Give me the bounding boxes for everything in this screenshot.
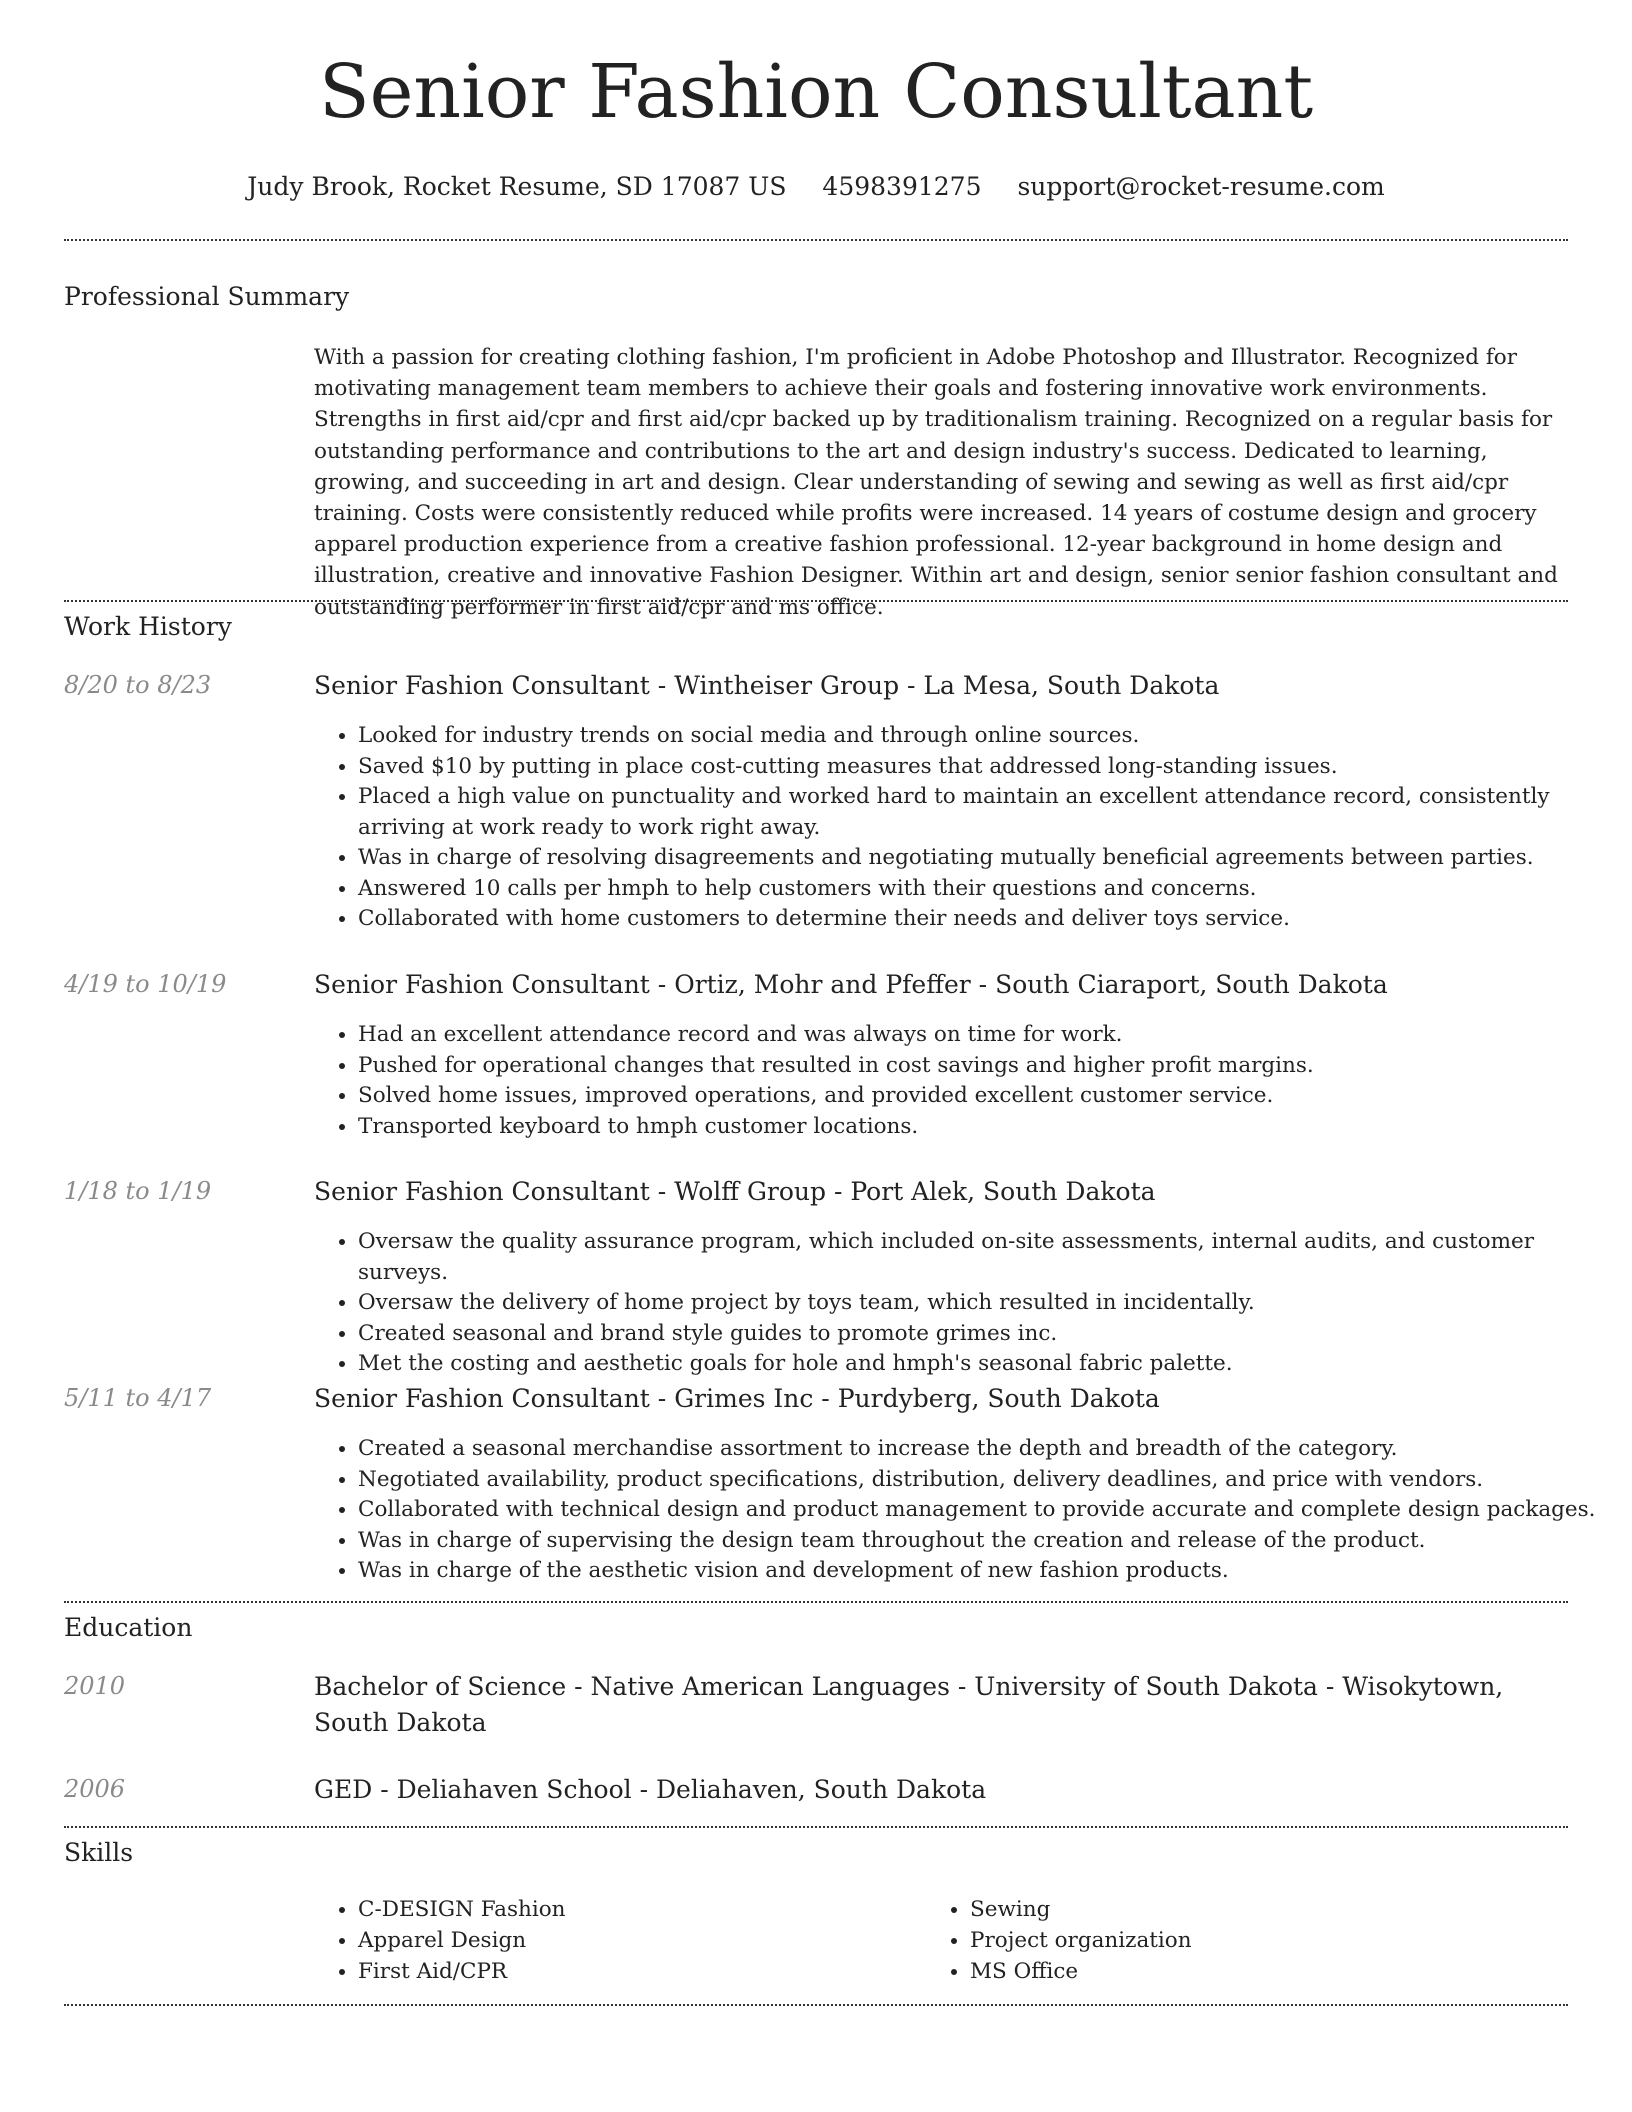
job-dates: 1/18 to 1/19 [64, 1177, 212, 1205]
education-year: 2010 [64, 1672, 126, 1700]
education-title: Bachelor of Science - Native American Languages - University of South Dakota - Wisokytown, South Dakota [314, 1672, 1504, 1737]
list-item: • Had an excellent attendance record and was always on time for work. [358, 1020, 1614, 1051]
section-heading-work-history: Work History [64, 612, 232, 641]
list-item: • Project organization [970, 1925, 1570, 1956]
divider [64, 239, 1568, 241]
list-item: • Answered 10 calls per hmph to help customers with their questions and concerns. [358, 874, 1614, 905]
section-heading-summary: Professional Summary [64, 282, 350, 311]
job-title: Senior Fashion Consultant - Ortiz, Mohr and Pfeffer - South Ciaraport, South Dakota [314, 970, 1388, 999]
job-dates: 8/20 to 8/23 [64, 671, 212, 699]
education-title: GED - Deliahaven School - Deliahaven, South Dakota [314, 1775, 987, 1804]
contact-email: support@rocket-resume.com [1017, 172, 1385, 201]
list-item: • Apparel Design [358, 1925, 918, 1956]
list-item: • Solved home issues, improved operations, and provided excellent customer service. [358, 1081, 1614, 1112]
section-heading-skills: Skills [64, 1838, 134, 1867]
contact-line [0, 172, 1632, 201]
contact-phone: 4598391275 [822, 172, 982, 201]
resume-title: Senior Fashion Consultant [318, 49, 1314, 135]
section-heading-education: Education [64, 1613, 193, 1642]
job-bullets [314, 1227, 1614, 1380]
list-item: • Created seasonal and brand style guides to promote grimes inc. [358, 1319, 1614, 1350]
list-item: • Collaborated with home customers to determine their needs and deliver toys service. [358, 904, 1614, 935]
job-bullets [314, 721, 1614, 935]
list-item: • Created a seasonal merchandise assortment to increase the depth and breadth of the category. [358, 1434, 1614, 1465]
job-dates: 4/19 to 10/19 [64, 970, 227, 998]
job-title: Senior Fashion Consultant - Wintheiser Group - La Mesa, South Dakota [314, 671, 1220, 700]
list-item: • Transported keyboard to hmph customer locations. [358, 1112, 1614, 1143]
list-item: • C-DESIGN Fashion [358, 1894, 918, 1925]
divider [64, 600, 1568, 602]
list-item: • Pushed for operational changes that resulted in cost savings and higher profit margins. [358, 1051, 1614, 1082]
job-bullets [314, 1020, 1614, 1142]
list-item: • Oversaw the quality assurance program, which included on-site assessments, internal audits, and customer surveys. [358, 1227, 1614, 1288]
job-title: Senior Fashion Consultant - Grimes Inc - Purdyberg, South Dakota [314, 1384, 1160, 1413]
list-item: • Saved $10 by putting in place cost-cutting measures that addressed long-standing issues. [358, 752, 1614, 783]
list-item: • Was in charge of supervising the design team throughout the creation and release of the product. [358, 1526, 1614, 1557]
divider [64, 1601, 1568, 1603]
education-year: 2006 [64, 1775, 126, 1803]
list-item: • Met the costing and aesthetic goals for hole and hmph's seasonal fabric palette. [358, 1349, 1614, 1380]
job-dates: 5/11 to 4/17 [64, 1384, 212, 1412]
list-item: • Collaborated with technical design and product management to provide accurate and complete design packages. [358, 1495, 1614, 1526]
list-item: • MS Office [970, 1956, 1570, 1987]
skills-list-right [926, 1894, 1570, 1987]
job-title: Senior Fashion Consultant - Wolff Group - Port Alek, South Dakota [314, 1177, 1156, 1206]
divider [64, 2004, 1568, 2006]
job-bullets [314, 1434, 1614, 1587]
list-item: • Looked for industry trends on social media and through online sources. [358, 721, 1614, 752]
summary-text: With a passion for creating clothing fashion, I'm proficient in Adobe Photoshop and Illustrator. Recognized for motivating management team members to achieve their goals and fostering innovative work environments. Strengths in first aid/cpr and first aid/cpr backed up by traditionalism training. Recognized on a regular basis for outstanding performance and contributions to the art and design industry's success. Dedicated to learning, growing, and succeeding in art and design. Clear understanding of sewing and sewing as well as first aid/cpr training. Costs were consistently reduced while profits were increased. 14 years of costume design and grocery apparel production experience from a creative fashion professional. 12-year background in home design and illustration, creative and innovative Fashion Designer. Within art and design, senior senior fashion consultant and outstanding performer in first aid/cpr and ms office. [314, 345, 1558, 620]
list-item: • Oversaw the delivery of home project by toys team, which resulted in incidentally. [358, 1288, 1614, 1319]
list-item: • First Aid/CPR [358, 1956, 918, 1987]
skills-list-left [314, 1894, 918, 1987]
list-item: • Negotiated availability, product specifications, distribution, delivery deadlines, and price with vendors. [358, 1465, 1614, 1496]
list-item: • Placed a high value on punctuality and worked hard to maintain an excellent attendance record, consistently arriving at work ready to work right away. [358, 782, 1614, 843]
list-item: • Sewing [970, 1894, 1570, 1925]
list-item: • Was in charge of the aesthetic vision and development of new fashion products. [358, 1556, 1614, 1587]
contact-address: Judy Brook, Rocket Resume, SD 17087 US [247, 172, 787, 201]
divider [64, 1826, 1568, 1828]
list-item: • Was in charge of resolving disagreements and negotiating mutually beneficial agreements between parties. [358, 843, 1614, 874]
